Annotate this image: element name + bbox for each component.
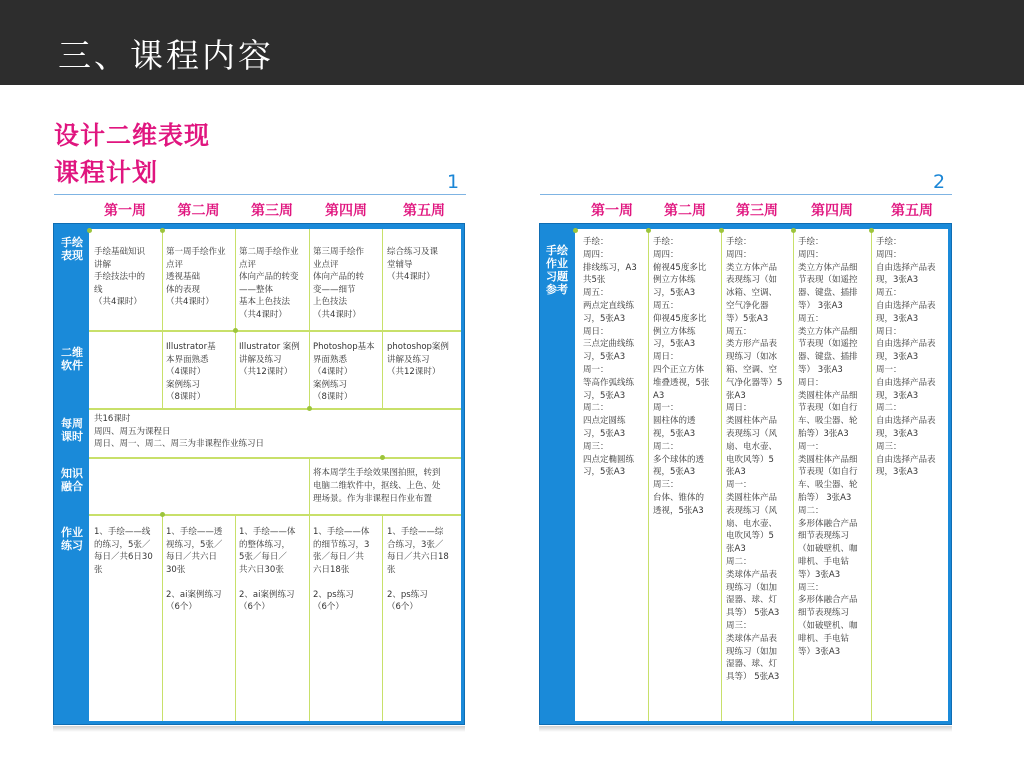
grid-line	[89, 457, 461, 459]
cell-software-week5: photoshop案例 讲解及练习 （共12课时）	[387, 342, 449, 377]
grid-line	[382, 229, 383, 409]
grid-line	[793, 229, 794, 721]
week-header: 第一周	[104, 203, 146, 219]
grid-dot	[307, 406, 312, 411]
page-rule-1	[54, 194, 466, 195]
plan-heading-line2: 课程计划	[54, 158, 159, 187]
week-header: 第五周	[891, 203, 933, 219]
grid-line	[89, 408, 461, 410]
cell-software-week4: Photoshop基本 界面熟悉 （4课时） 案例练习 （8课时）	[313, 342, 375, 402]
grid-line	[648, 229, 649, 721]
week-header: 第三周	[251, 203, 293, 219]
week-header: 第四周	[325, 203, 367, 219]
week-header: 第五周	[403, 203, 445, 219]
cell-reference-week4: 手绘： 周四： 类立方体产品细 节表现（如遥控 器、键盘、插排 等） 3张A3 周五： 类立方体产品细 节表现（如遥控 器、键盘、插排 等） 3张A3 周日： 类圆柱体产品细 节表现（如自行 车、吸尘器、轮 胎等）3张A3 周一： 类圆柱体产品细 节表现（如自行 车、吸尘器、轮 胎等） 3张A3 周二： 多形体融合产品 细节表现练习 （如破壁机、咖 啡机、手电钻 等）3张A3 周三： 多形体融合产品 细节表现练习 （如破壁机、咖 啡机、手电钻 等）3张A3	[798, 237, 858, 657]
cell-homework-week2: 1、手绘——透 视练习，5张／ 每日／共六日 30张 2、ai案例练习 （6个）	[166, 527, 223, 612]
row-label-homework-reference: 手绘 作业 习题 参考	[546, 244, 568, 296]
page-number-1: 1	[447, 171, 460, 193]
cell-reference-week3: 手绘： 周四： 类立方体产品 表现练习（如 冰箱、空调、 空气净化器 等）5张A3 周五： 类方形产品表 现练习（如冰 箱、空调、空 气净化器等）5 张A3 周日： 类圆柱体产品 表现练习（风 扇、电水壶、 电吹风等）5 张A3 周一： 类圆柱体产品 表现练习（风 扇、电水壶、 电吹风等）5 张A3 周二： 类球体产品表 现练习（如加 湿器、球、灯 具等） 5张A3 周三： 类球体产品表 现练习（如加 湿器、球、灯 具等） 5张A3	[726, 237, 783, 683]
grid-line	[162, 515, 163, 721]
grid-line	[871, 229, 872, 721]
cell-software-week2: Illustrator基 本界面熟悉 （4课时） 案例练习 （8课时）	[166, 342, 216, 402]
grid-line	[309, 515, 310, 721]
grid-line	[235, 229, 236, 409]
cell-hand-drawing-week3: 第二周手绘作业 点评 体向产品的转变 ——整体 基本上色技法 （共4课时）	[239, 247, 299, 320]
cell-weekly-hours: 共16课时 周四、周五为课程日 周日、周一、周二、周三为非课程作业练习日	[94, 414, 265, 449]
grid-line	[721, 229, 722, 721]
homework-reference-table	[539, 223, 952, 725]
row-label-hand-drawing: 手绘 表现	[61, 236, 83, 262]
week-header: 第二周	[664, 203, 706, 219]
grid-line	[309, 457, 310, 515]
grid-dot	[380, 455, 385, 460]
row-label-knowledge-fusion: 知识 融合	[61, 467, 83, 493]
week-header: 第一周	[591, 203, 633, 219]
grid-dot	[869, 228, 874, 233]
grid-line	[309, 229, 310, 409]
page-title: 三、课程内容	[58, 36, 274, 75]
cell-software-week3: Illustrator 案例 讲解及练习 （共12课时）	[239, 342, 300, 377]
row-label-2d-software: 二维 软件	[61, 346, 83, 372]
cell-hand-drawing-week2: 第一周手绘作业 点评 透视基础 体的表现 （共4课时）	[166, 247, 226, 307]
week-header: 第四周	[811, 203, 853, 219]
grid-dot	[160, 228, 165, 233]
grid-line	[89, 330, 461, 332]
title-bar	[0, 0, 1024, 85]
cell-homework-week4: 1、手绘——体 的细节练习，3 张／每日／共 六日18张 2、ps练习 （6个）	[313, 527, 370, 612]
course-plan-table	[53, 223, 465, 725]
week-header: 第三周	[736, 203, 778, 219]
grid-dot	[719, 228, 724, 233]
cell-knowledge-fusion: 将本周学生手绘效果图拍照，转到 电脑二维软件中，抠线、上色、处 理场景。作为非课程日作业布置	[313, 468, 441, 504]
week-header: 第二周	[177, 203, 220, 219]
plan-heading-line1: 设计二维表现	[54, 121, 211, 150]
row-label-weekly-hours: 每周 课时	[61, 417, 83, 443]
cell-homework-week5: 1、手绘——综 合练习，3张／ 每日／共六日18 张 2、ps练习 （6个）	[387, 527, 449, 612]
grid-dot	[233, 328, 238, 333]
cell-reference-week2: 手绘： 周四： 俯视45度多比 例立方体练 习，5张A3 周五： 仰视45度多比 例立方体练 习，5张A3 周日： 四个正立方体 堆叠透视，5张 A3 周一： 圆柱体的透 视，5张A3 周二： 多个球体的透 视，5张A3 周三： 台体、锥体的 透视，5张A3	[653, 237, 710, 516]
cell-reference-week5: 手绘： 周四： 自由选择产品表 现，3张A3 周五： 自由选择产品表 现，3张A3 周日： 自由选择产品表 现，3张A3 周一： 自由选择产品表 现，3张A3 周二： 自由选择产品表 现，3张A3 周三： 自由选择产品表 现，3张A3	[876, 237, 936, 478]
grid-line	[235, 515, 236, 721]
row-label-homework: 作业 练习	[61, 526, 83, 552]
page-rule-2	[540, 194, 952, 195]
page-shadow	[53, 726, 465, 732]
grid-line	[162, 229, 163, 409]
week-header-row-2	[575, 200, 953, 222]
page-number-2: 2	[933, 171, 946, 193]
grid-dot	[160, 512, 165, 517]
grid-dot	[646, 228, 651, 233]
week-header-row-1	[88, 200, 465, 222]
page-shadow	[539, 726, 952, 732]
grid-dot	[791, 228, 796, 233]
cell-homework-week1: 1、手绘——线 的练习，5张／ 每日／共6日30 张	[94, 527, 153, 575]
cell-homework-week3: 1、手绘——体 的整体练习， 5张／每日／ 共六日30张 2、ai案例练习 （6个）	[239, 527, 296, 612]
cell-hand-drawing-week5: 综合练习及课 堂辅导 （共4课时）	[387, 247, 439, 282]
cell-hand-drawing-week1: 手绘基础知识 讲解 手绘技法中的 线 （共4课时）	[94, 247, 146, 307]
grid-line	[89, 514, 461, 516]
cell-hand-drawing-week4: 第三周手绘作 业点评 体向产品的转 变——细节 上色技法 （共4课时）	[313, 247, 365, 320]
grid-dot	[573, 228, 578, 233]
grid-line	[382, 515, 383, 721]
cell-reference-week1: 手绘： 周四： 排线练习，A3 共5张 周五： 两点定直线练 习，5张A3 周日： 三点定曲线练 习，5张A3 周一： 等高作弧线练 习，5张A3 周二： 四点定圆练 习，5张A3 周三： 四点定椭圆练 习，5张A3	[583, 237, 637, 478]
grid-dot	[87, 228, 92, 233]
